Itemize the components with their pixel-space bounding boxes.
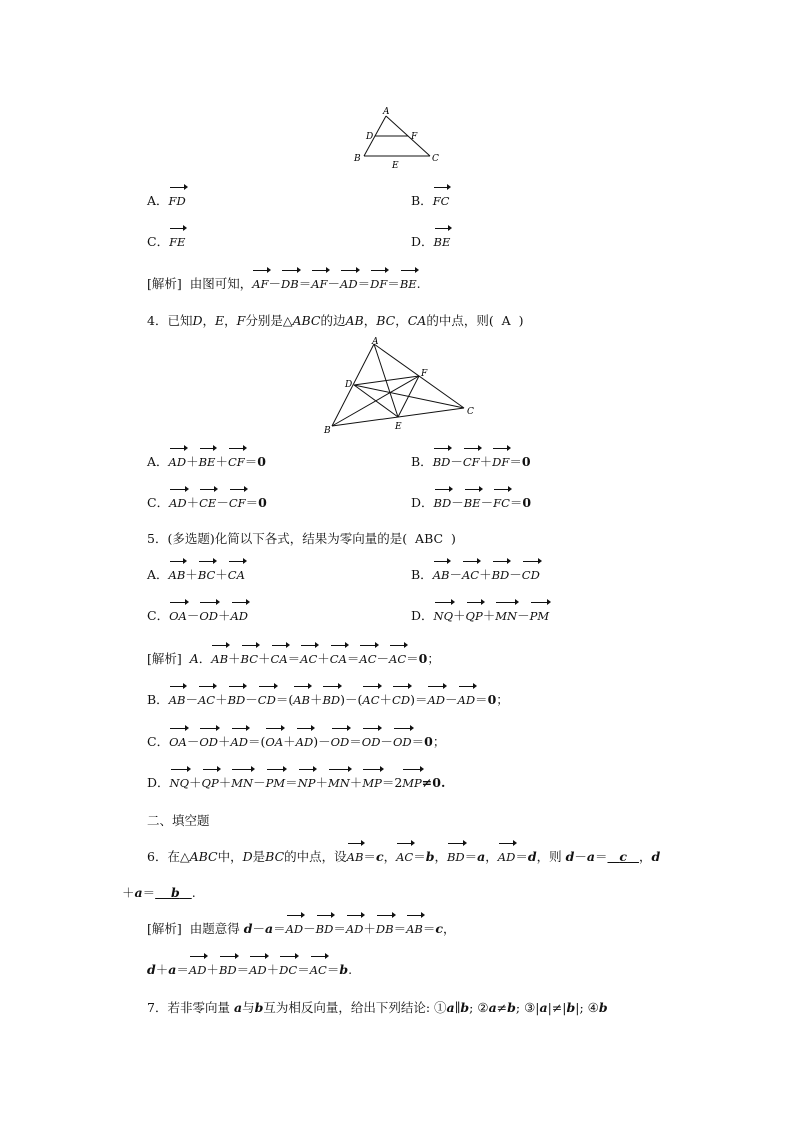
label-A: A: [383, 107, 390, 117]
q5-stem: 5．(多选题)化简以下各式，结果为零向量的是( ABC ): [147, 531, 456, 546]
option-d: D．BE: [411, 234, 451, 249]
triangle-figure-2: [318, 336, 480, 436]
q5-analysis-c: C．OA－OD＋AD＝(OA＋AD)－OD＝OD－OD＝0；: [147, 734, 446, 749]
option-a: A．FD: [147, 193, 186, 208]
q5-analysis-d: D．NQ＋QP＋MN－PM＝NP＋MN＋MP＝2MP≠0.: [147, 775, 446, 790]
option-c: C．FE: [147, 234, 186, 249]
q7-stem: 7．若非零向量 a与b互为相反向量，给出下列结论: ①a∥b; ②a≠b; ③|a|≠|b|; ④b: [147, 1000, 608, 1015]
q6-analysis-2: d＋a＝AD＋BD＝AD＋DC＝AC＝b.: [147, 962, 353, 977]
q3-analysis: [解析] 由图可知，AF－DB＝AF－AD＝DF＝BE.: [147, 276, 421, 291]
option-b: B．FC: [411, 193, 450, 208]
svg-text:B: B: [324, 426, 331, 436]
q4-option-c: C．AD＋CE－CF＝0: [147, 495, 267, 510]
q6-analysis-1: [解析] 由题意得 d－a＝AD－BD＝AD＋DB＝AB＝c，: [147, 921, 456, 936]
svg-text:D: D: [345, 380, 353, 390]
svg-text:A: A: [372, 337, 379, 347]
q5-analysis-a: [解析] A．AB＋BC＋CA＝AC＋CA＝AC－AC＝0；: [147, 651, 440, 666]
q4-option-d: D．BD－BE－FC＝0: [411, 495, 532, 510]
svg-text:C: C: [467, 407, 474, 417]
label-F: F: [411, 132, 418, 142]
label-C: C: [432, 154, 439, 164]
q6-stem: 6．在△ABC中，D是BC的中点，设AB＝c，AC＝b，BD＝a，AD＝d，则 d－a＝ c ，d: [147, 849, 661, 864]
q5-option-b: B．AB－AC＋BD－CD: [411, 567, 540, 582]
section-title: 二、填空题: [147, 813, 210, 828]
label-E: E: [392, 161, 399, 171]
label-D: D: [366, 132, 374, 142]
q5-option-c: C．OA－OD＋AD: [147, 608, 249, 623]
label-B: B: [354, 154, 361, 164]
q4-stem: 4．已知D，E，F分别是△ABC的边AB，BC，CA的中点，则( A ): [147, 313, 524, 328]
svg-text:E: E: [395, 422, 402, 432]
q5-analysis-b: B．AB－AC＋BD－CD＝(AB＋BD)－(AC＋CD)＝AD－AD＝0；: [147, 692, 509, 707]
q4-option-b: B．BD－CF＋DF＝0: [411, 454, 531, 469]
q5-option-a: A．AB＋BC＋CA: [147, 567, 245, 582]
q4-option-a: A．AD＋BE＋CF＝0: [147, 454, 266, 469]
triangle-figure-1: [350, 104, 450, 176]
q6-stem-cont: ＋a＝ b .: [122, 885, 196, 900]
svg-text:F: F: [421, 369, 428, 379]
q5-option-d: D．NQ＋QP＋MN－PM: [411, 608, 550, 623]
